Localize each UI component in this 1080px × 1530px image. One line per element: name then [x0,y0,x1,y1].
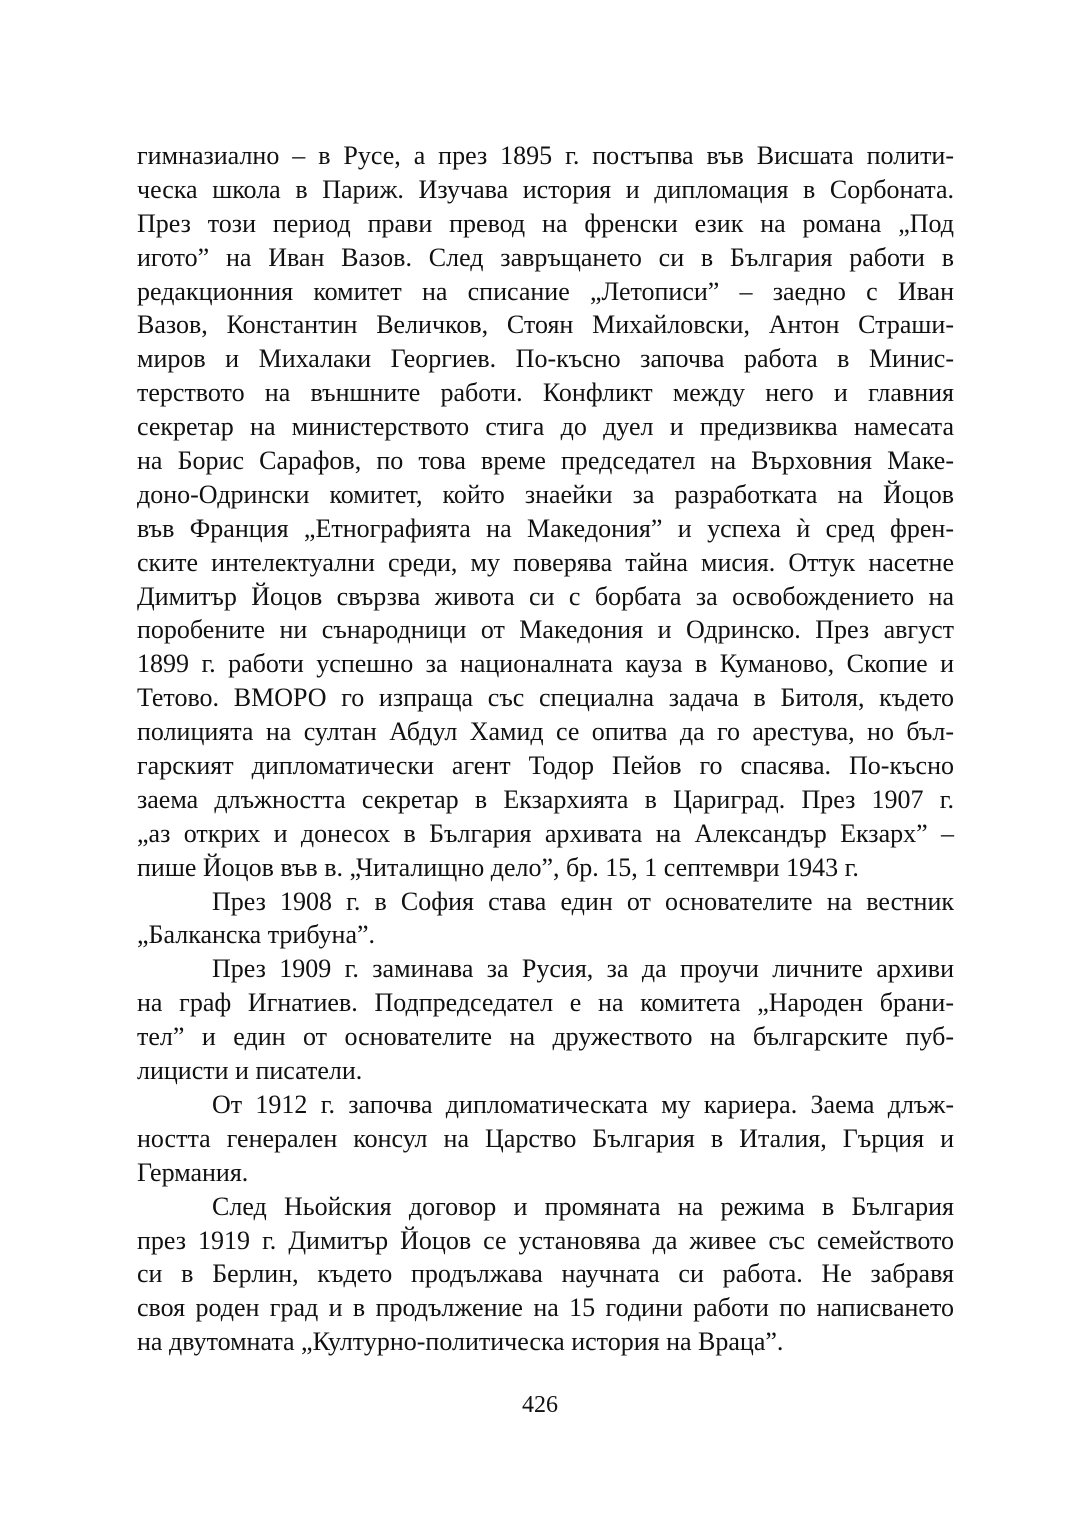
text-line: своя роден град и в продължение на 15 години работи по написването [137,1293,954,1323]
text-line: гарският дипломатически агент Тодор Пейов го спасява. По-късно [137,751,954,781]
text-line: Тетово. ВМОРО го изпраща със специална задача в Битоля, където [137,683,954,713]
text-line: През 1909 г. заминава за Русия, за да проучи личните архиви [212,954,954,984]
text-line: От 1912 г. започва дипломатическата му кариера. Заема длъж- [212,1089,954,1119]
text-line: ческа школа в Париж. Изучава история и дипломация в Сорбоната. [137,174,954,204]
text-line: игото” на Иван Вазов. След завръщането си в България работи в [137,242,954,272]
text-line: През този период прави превод на френски език на романа „Под [137,208,954,238]
text-line: Димитър Йоцов свързва живота си с борбата за освобождението на [137,581,954,611]
text-line: „Балканска трибуна”. [137,920,376,950]
text-line: гимназиално – в Русе, а през 1895 г. постъпва във Висшата полити- [137,141,954,170]
text-line: редакционния комитет на списание „Летописи” – заедно с Иван [137,276,954,306]
text-line: заема длъжността секретар в Екзархията в Цариград. През 1907 г. [137,784,954,814]
text-line: във Франция „Етнографията на Македония” и успеха ѝ сред френ- [137,513,954,543]
text-line: През 1908 г. в София става един от основателите на вестник [212,886,954,916]
text-line: 1899 г. работи успешно за националната кауза в Куманово, Скопие и [137,649,954,679]
text-line: ността генерален консул на Царство България в Италия, Гърция и [137,1123,954,1153]
text-line: поробените ни сънародници от Македония и Одринско. През август [137,615,954,645]
text-line: секретар на министерството стига до дуел и предизвиква намесата [137,412,954,442]
text-line: тел” и един от основателите на дружеството на българските пуб- [137,1022,954,1052]
text-line: през 1919 г. Димитър Йоцов се установява да живее със семейството [137,1225,954,1255]
text-line: ските интелектуални среди, му поверява тайна мисия. Оттук насетне [137,547,954,577]
text-line: си в Берлин, където продължава научната си работа. Не забравя [137,1259,954,1289]
text-line: пише Йоцов във в. „Читалищно дело”, бр. 15, 1 септември 1943 г. [137,852,859,882]
body-text [137,139,954,1359]
text-line: доно-Одрински комитет, който знаейки за разработката на Йоцов [137,479,954,509]
text-line: Вазов, Константин Величков, Стоян Михайловски, Антон Страши- [137,310,954,340]
text-line: миров и Михалаки Георгиев. По-късно започва работа в Минис- [137,344,954,374]
text-line: терството на външните работи. Конфликт между него и главния [137,378,954,408]
text-line: полицията на султан Абдул Хамид се опитва да го арестува, но бъл- [137,717,954,747]
text-line: Германия. [137,1157,249,1187]
text-line: на Борис Сарафов, по това време председател на Върховния Маке- [137,446,954,476]
text-line: на граф Игнатиев. Подпредседател е на комитета „Народен брани- [137,988,954,1018]
text-line: на двутомната „Културно-политическа история на Враца”. [137,1327,784,1357]
text-line: лицисти и писатели. [137,1056,363,1086]
text-line: „аз открих и донесох в България архивата на Александър Екзарх” – [137,818,954,848]
text-line: След Ньойския договор и промяната на режима в България [212,1191,954,1221]
page-number: 426 [522,1392,558,1418]
